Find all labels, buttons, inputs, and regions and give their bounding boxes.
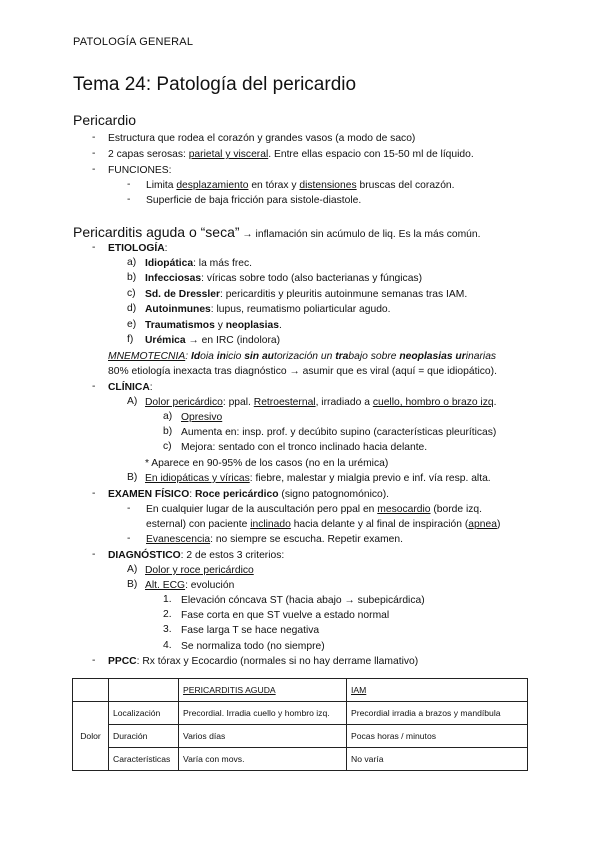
- table-cell: Precordial irradia a brazos y mandíbula: [347, 702, 528, 725]
- table-row-label: Características: [109, 748, 179, 771]
- bullet-dash: -: [127, 533, 131, 544]
- etiologia-item-desc: y: [214, 319, 226, 331]
- clinica-aparece: * Aparece en 90-95% de los casos (no en la urémica): [145, 458, 389, 469]
- etiologia-item: [145, 272, 422, 285]
- list-marker: 2.: [163, 609, 172, 621]
- examen-detail-2: Evanescencia: no siempre se escucha. Repetir examen.: [146, 534, 403, 545]
- ecg-evolution-step: Fase corta en que ST vuelve a estado normal: [181, 610, 390, 622]
- etiologia-item-desc: → en IRC (indolora): [185, 335, 281, 346]
- mnemo-fragment: neoplasias ur: [399, 351, 466, 362]
- table-cell: No varía: [347, 748, 528, 771]
- table-cell: Precordial. Irradia cuello y hombro izq.: [179, 702, 347, 725]
- etiologia-label: ETIOLOGÍA:: [108, 243, 168, 254]
- etiologia-item: [145, 319, 282, 332]
- table-row: [73, 748, 528, 771]
- mnemo-fragment: torización un: [273, 351, 336, 362]
- ecg-evolution-step: Elevación cóncava ST (hacia abajo → subepicárdica): [181, 595, 425, 606]
- detail-text: Aumenta en: insp. prof. y decúbito supino (características pleuríticas): [181, 427, 497, 439]
- etiologia-note: 80% etiología inexacta tras diagnóstico → asumir que es viral (aquí = que idiopático).: [108, 366, 497, 377]
- etiologia-item-desc: : la más frec.: [193, 258, 252, 269]
- clinica-label: CLÍNICA:: [108, 382, 153, 393]
- diagnostico-criterio-b: Alt. ECG: evolución: [145, 580, 235, 591]
- etiologia-item-desc: .: [278, 319, 282, 331]
- etiologia-item-desc: : lupus, reumatismo poliarticular agudo.: [210, 304, 391, 316]
- bullet-dash: -: [92, 488, 96, 499]
- bullet-dash: -: [127, 194, 131, 205]
- list-marker: b): [127, 272, 137, 284]
- table-cell: Varía con movs.: [179, 748, 347, 771]
- clinica-dolor: Dolor pericárdico: ppal. Retroesternal, irradiado a cuello, hombro o brazo izq.: [145, 397, 497, 408]
- list-marker: A): [127, 564, 138, 575]
- detail-underlined: Opresivo: [181, 412, 223, 423]
- list-marker: A): [127, 396, 138, 407]
- etiologia-item: [145, 303, 391, 316]
- bullet-dash: -: [92, 164, 96, 175]
- etiologia-item-desc: : víricas sobre todo (also bacterianas y fúngicas): [201, 273, 423, 285]
- funcion-2: Superficie de baja fricción para sistole-diastole.: [146, 195, 362, 206]
- mnemo-fragment: in: [216, 351, 226, 362]
- etiologia-item: [145, 288, 467, 301]
- bullet-dash: -: [92, 242, 96, 253]
- table-group-dolor: Dolor: [73, 702, 109, 771]
- list-marker: c): [163, 441, 172, 453]
- mnemo-fragment: icio: [225, 351, 245, 362]
- table-header-iam: IAM: [347, 679, 528, 702]
- list-marker: 4.: [163, 639, 172, 651]
- table-cell-empty: [73, 679, 109, 702]
- detail-text: Mejora: sentado con el tronco inclinado hacia delante.: [181, 442, 428, 454]
- etiologia-item-name: neoplasias: [225, 319, 279, 331]
- etiologia-item-name: Idiopática: [145, 258, 194, 269]
- examen-detail-1: En cualquier lugar de la auscultación pero ppal en mesocardio (borde izq.: [146, 504, 483, 515]
- mnemo-fragment: inarias: [465, 351, 497, 362]
- clinica-dolor-detail: [181, 441, 427, 454]
- section-heading-pericardio: Pericardio: [73, 112, 137, 128]
- etiologia-item-name: Traumatismos: [145, 319, 215, 331]
- pericardio-bullet-2: 2 capas serosas: parietal y visceral. Entre ellas espacio con 15-50 ml de líquido.: [108, 149, 474, 160]
- etiologia-item: [145, 334, 280, 347]
- bullet-dash: -: [92, 549, 96, 560]
- table-row: [73, 702, 528, 725]
- list-marker: b): [163, 426, 173, 438]
- list-marker: d): [127, 303, 137, 315]
- mnemo-fragment: bajo sobre: [348, 351, 400, 362]
- etiologia-item-name: Autoinmunes: [145, 304, 211, 316]
- table-header-pericarditis: PERICARDITIS AGUDA: [179, 679, 347, 702]
- pericardio-bullet-1: Estructura que rodea el corazón y grandes vasos (a modo de saco): [108, 133, 416, 144]
- pericardio-bullet-3: FUNCIONES:: [108, 165, 172, 176]
- mnemo-fragment: sin au: [244, 351, 274, 362]
- table-header-row: [73, 679, 528, 702]
- etiologia-item-name: Sd. de Dressler: [145, 288, 220, 300]
- table-row-label: Duración: [109, 725, 179, 748]
- clinica-dolor-detail: [181, 426, 496, 439]
- mnemo-fragment: tra: [335, 351, 349, 362]
- ecg-evolution-step: Se normaliza todo (no siempre): [181, 640, 325, 652]
- list-marker: c): [127, 287, 136, 299]
- mnemo-fragment: :: [185, 351, 191, 362]
- examen-detail-1-cont: esternal) con paciente inclinado hacia delante y al final de inspiración (apnea): [146, 519, 501, 530]
- table-cell: Varios días: [179, 725, 347, 748]
- ecg-evolution-step: Fase larga T se hace negativa: [181, 625, 320, 637]
- etiologia-item-name: Infecciosas: [145, 273, 202, 285]
- examen-fisico: EXAMEN FÍSICO: Roce pericárdico (signo patognomónico).: [108, 489, 390, 500]
- table-row-label: Localización: [109, 702, 179, 725]
- mnemo-fragment: oia: [200, 351, 217, 362]
- ppcc: PPCC: Rx tórax y Ecocardio (normales si no hay derrame llamativo): [108, 656, 419, 667]
- page-title: Tema 24: Patología del pericardio: [73, 74, 357, 95]
- diagnostico-criterio-a: Dolor y roce pericárdico: [145, 565, 254, 576]
- bullet-dash: -: [127, 503, 131, 514]
- section-heading-pericarditis: Pericarditis aguda o “seca” → inflamación sin acúmulo de liq. Es la más común.: [73, 224, 481, 240]
- table-row: [73, 725, 528, 748]
- mnemotecnia: MNEMOTECNIA: Idoia inicio sin autorización un trabajo sobre neoplasias urinarias: [108, 351, 497, 362]
- bullet-dash: -: [127, 179, 131, 190]
- list-marker: e): [127, 318, 137, 330]
- page-header: PATOLOGÍA GENERAL: [73, 36, 194, 48]
- diagnostico: DIAGNÓSTICO: 2 de estos 3 criterios:: [108, 550, 285, 561]
- bullet-dash: -: [92, 381, 96, 392]
- etiologia-item: [145, 257, 252, 270]
- bullet-dash: -: [92, 655, 96, 666]
- list-marker: B): [127, 579, 138, 590]
- bullet-dash: -: [92, 148, 96, 159]
- list-marker: a): [163, 411, 173, 422]
- list-marker: 1.: [163, 594, 172, 605]
- list-marker: B): [127, 472, 138, 483]
- comparison-table: [72, 678, 528, 771]
- funcion-1: Limita desplazamiento en tórax y distensiones bruscas del corazón.: [146, 180, 455, 191]
- table-cell: Pocas horas / minutos: [347, 725, 528, 748]
- list-marker: f): [127, 334, 134, 345]
- etiologia-item-name: Urémica: [145, 335, 186, 346]
- clinica-idiopaticas: En idiopáticas y víricas: fiebre, malestar y mialgia previo e inf. vía resp. alta.: [145, 473, 491, 484]
- clinica-dolor-detail: [181, 411, 222, 424]
- list-marker: a): [127, 257, 137, 268]
- etiologia-item-desc: : pericarditis y pleuritis autoinmune semanas tras IAM.: [219, 288, 468, 300]
- table-cell-empty: [109, 679, 179, 702]
- bullet-dash: -: [92, 132, 96, 143]
- list-marker: 3.: [163, 624, 172, 636]
- mnemo-fragment: Id: [190, 351, 201, 362]
